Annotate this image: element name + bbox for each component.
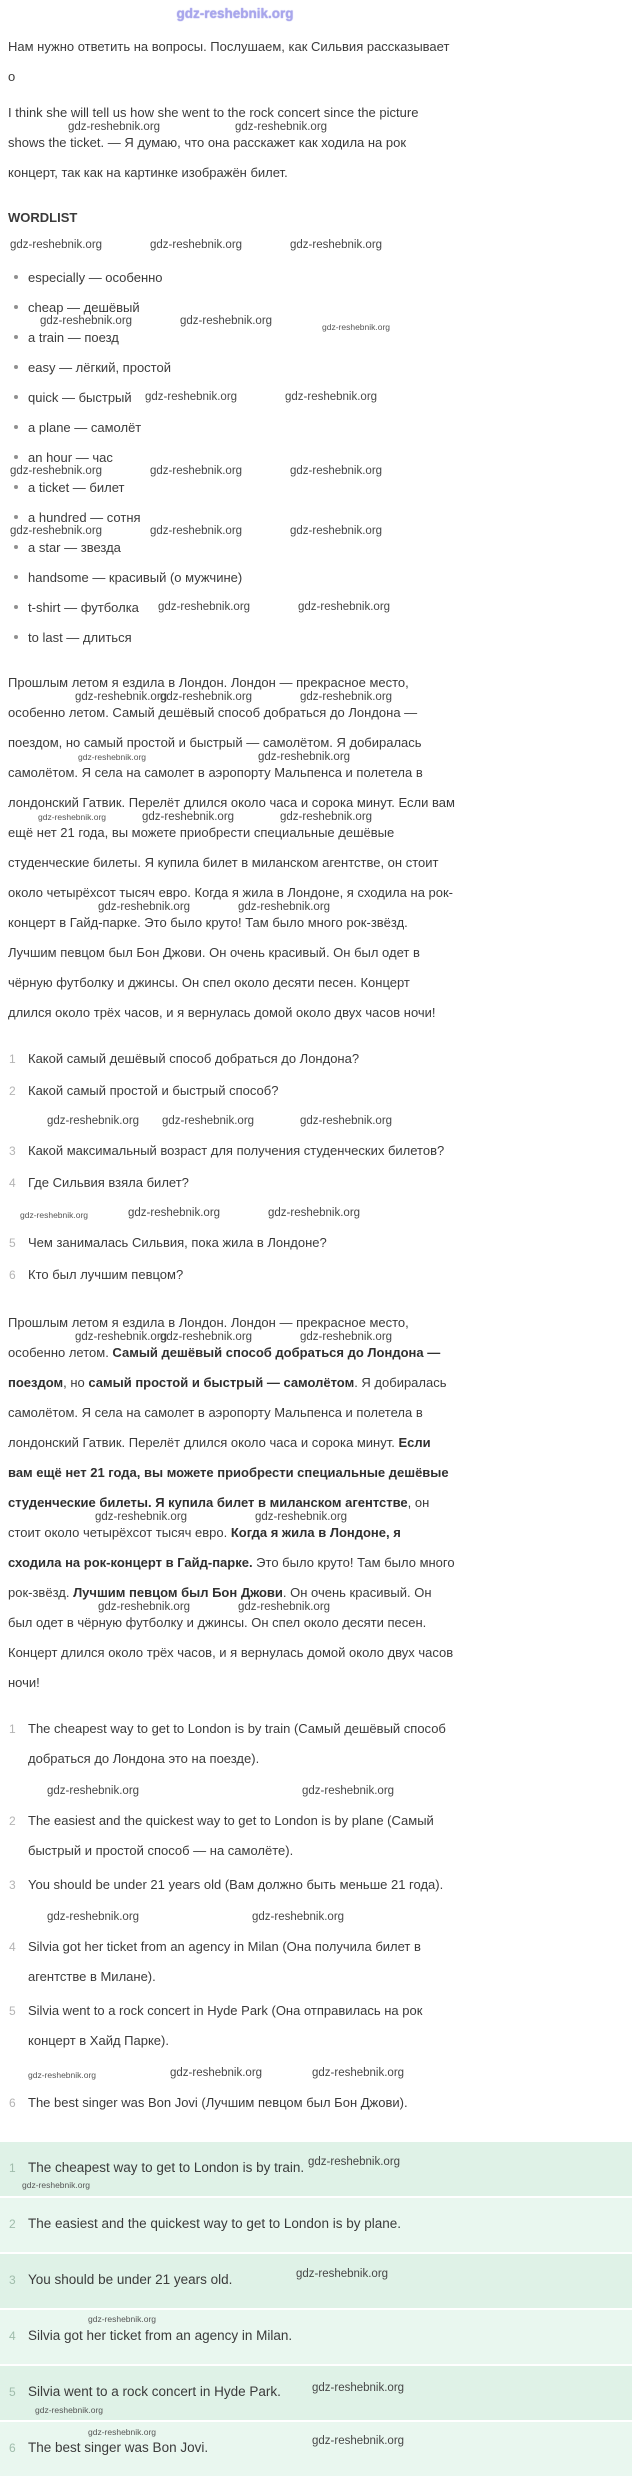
wordlist-item <box>0 412 456 442</box>
item-number: 1 <box>9 1722 16 1736</box>
item-number: 5 <box>9 2004 16 2018</box>
question <box>0 1136 448 1166</box>
watermark: gdz-reshebnik.org <box>150 525 243 537</box>
answer-text: The cheapest way to get to London is by train (Самый дешёвый способ добраться до Лондона это на поезде). <box>28 1721 446 1766</box>
watermark: gdz-reshebnik.org <box>252 1911 345 1923</box>
watermark: gdz-reshebnik.org <box>280 811 373 823</box>
answer <box>0 1932 448 1992</box>
bullet-icon <box>14 635 18 639</box>
bullet-icon <box>14 515 18 519</box>
watermark: gdz-reshebnik.org <box>255 1511 348 1523</box>
answer-text: Silvia got her ticket from an agency in Milan (Она получила билет в агентстве в Милане). <box>28 1939 421 1984</box>
story-translation <box>0 668 456 1028</box>
site-watermark: gdz-reshebnik.org <box>176 6 294 21</box>
watermark: gdz-reshebnik.org <box>10 465 103 477</box>
bullet-icon <box>14 335 18 339</box>
answer-text: The best singer was Bon Jovi (Лучшим певцом был Бон Джови). <box>28 2095 408 2110</box>
watermark: gdz-reshebnik.org <box>28 2070 97 2080</box>
watermark: gdz-reshebnik.org <box>98 1601 191 1613</box>
answer-text: Silvia went to a rock concert in Hyde Park (Она отправилась на рок концерт в Хайд Парке). <box>28 2003 423 2048</box>
wordlist-item <box>0 622 456 652</box>
bullet-icon <box>14 425 18 429</box>
story-fragment: . Он очень красивый. Он был одет в чёрную футболку и джинсы. Он спел около десяти песен. Концерт длился около трёх часов, и я вернулась домой около двух часов ночи! <box>8 1585 454 1690</box>
question <box>0 1168 448 1198</box>
final-answer-text: The best singer was Bon Jovi. <box>28 2440 209 2455</box>
wordlist-item-text: a train — поезд <box>28 329 119 345</box>
question-text: Где Сильвия взяла билет? <box>28 1175 189 1190</box>
watermark: gdz-reshebnik.org <box>150 239 243 251</box>
watermark: gdz-reshebnik.org <box>10 525 103 537</box>
watermark: gdz-reshebnik.org <box>22 2180 91 2190</box>
pupil-answer-text: I think she will tell us how she went to the rock concert since the picture shows the ticket. — Я думаю, что она расскажет как ходила на рок концерт, так как на картинке изображён билет. <box>8 105 419 180</box>
questions-list <box>0 1044 448 1292</box>
wordlist-item-text: a star — звезда <box>28 539 121 555</box>
watermark: gdz-reshebnik.org <box>285 391 378 403</box>
watermark: gdz-reshebnik.org <box>322 322 391 332</box>
watermark: gdz-reshebnik.org <box>290 239 383 251</box>
watermark-row <box>0 1778 448 1806</box>
story-bold-fragment: Если вам ещё нет 21 года, вы можете приобрести специальные дешёвые студенческие билеты. Я купила билет в миланском агентстве <box>8 1435 449 1510</box>
story-fragment: , но <box>63 1375 89 1390</box>
wordlist-item-text: an hour — час <box>28 449 113 465</box>
watermark: gdz-reshebnik.org <box>47 1115 140 1127</box>
watermark: gdz-reshebnik.org <box>312 2435 405 2447</box>
watermark: gdz-reshebnik.org <box>160 1331 253 1343</box>
watermark: gdz-reshebnik.org <box>35 2405 104 2415</box>
final-answer <box>0 2422 632 2478</box>
story-bold-fragment: самый простой и быстрый — самолётом <box>88 1375 355 1390</box>
story-bold-fragment: Лучшим певцом был Бон Джови <box>73 1585 283 1600</box>
watermark: gdz-reshebnik.org <box>158 601 251 613</box>
story-fragment: , он стоит около четырёхсот тысяч евро. <box>8 1495 430 1540</box>
item-number: 3 <box>9 1878 16 1892</box>
bullet-icon <box>14 485 18 489</box>
item-number: 2 <box>9 1814 16 1828</box>
task-description: Нам нужно ответить на вопросы. Послушаем, как Сильвия рассказывает о <box>8 39 450 84</box>
watermark-row <box>0 1200 448 1228</box>
final-answer <box>0 2254 632 2310</box>
watermark: gdz-reshebnik.org <box>298 601 391 613</box>
wordlist-item-text: cheap — дешёвый <box>28 299 140 315</box>
story-fragment: . Я добиралась самолётом. Я села на самолет в аэропорту Мальпенса и полетела в лондонский Гатвик. Перелёт длился около часа и сорока минут. <box>8 1375 447 1450</box>
item-number: 5 <box>9 1236 16 1250</box>
watermark: gdz-reshebnik.org <box>162 1115 255 1127</box>
item-number: 1 <box>9 1052 16 1066</box>
watermark: gdz-reshebnik.org <box>20 1210 89 1220</box>
watermark: gdz-reshebnik.org <box>98 901 191 913</box>
bullet-icon <box>14 455 18 459</box>
question <box>0 1044 448 1074</box>
answer-text: The easiest and the quickest way to get to London is by plane (Самый быстрый и простой способ — на самолёте). <box>28 1813 434 1858</box>
watermark: gdz-reshebnik.org <box>40 315 133 327</box>
watermark: gdz-reshebnik.org <box>47 1785 140 1797</box>
story-fragment: Прошлым летом я ездила в Лондон. Лондон — прекрасное место, особенно летом. <box>8 1315 409 1360</box>
watermark: gdz-reshebnik.org <box>258 751 351 763</box>
wordlist-item-text: t-shirt — футболка <box>28 599 139 615</box>
final-answer-text: Silvia went to a rock concert in Hyde Park. <box>28 2384 281 2399</box>
watermark: gdz-reshebnik.org <box>95 1511 188 1523</box>
wordlist-item <box>0 352 456 382</box>
wordlist-item-text: easy — лёгкий, простой <box>28 359 171 375</box>
watermark: gdz-reshebnik.org <box>290 525 383 537</box>
wordlist <box>0 262 456 652</box>
item-number: 6 <box>9 2096 16 2110</box>
story-translation-highlighted <box>0 1308 456 1698</box>
watermark: gdz-reshebnik.org <box>47 1911 140 1923</box>
final-answers-section <box>0 2142 632 2478</box>
watermark-row <box>0 232 632 260</box>
watermark-row <box>0 1108 448 1136</box>
item-number: 6 <box>9 1268 16 1282</box>
answers-list <box>0 1714 448 2122</box>
answer-text: You should be under 21 years old (Вам должно быть меньше 21 года). <box>28 1877 444 1892</box>
question <box>0 1076 448 1106</box>
watermark: gdz-reshebnik.org <box>300 1115 393 1127</box>
question-text: Кто был лучшим певцом? <box>28 1267 184 1282</box>
wordlist-item-text: to last — длиться <box>28 629 132 645</box>
question-text: Чем занималась Сильвия, пока жила в Лондоне? <box>28 1235 327 1250</box>
wordlist-title: WORDLIST <box>8 210 78 225</box>
answer <box>0 2088 448 2118</box>
final-answer-text: The easiest and the quickest way to get to London is by plane. <box>28 2216 401 2231</box>
story-bold-fragment: Когда я жила в Лондоне, я сходила на рок-концерт в Гайд-парке. <box>8 1525 401 1570</box>
watermark: gdz-reshebnik.org <box>128 1207 221 1219</box>
story-bold-fragment: Самый дешёвый способ добраться до Лондона — поездом <box>8 1345 441 1390</box>
answer <box>0 1714 448 1774</box>
wordlist-item <box>0 562 456 592</box>
answer <box>0 1996 448 2056</box>
bullet-icon <box>14 305 18 309</box>
watermark: gdz-reshebnik.org <box>150 465 243 477</box>
final-answer-text: You should be under 21 years old. <box>28 2272 233 2287</box>
item-number: 4 <box>9 1940 16 1954</box>
watermark: gdz-reshebnik.org <box>300 691 393 703</box>
watermark: gdz-reshebnik.org <box>235 121 328 133</box>
bullet-icon <box>14 545 18 549</box>
item-number: 2 <box>9 2217 16 2231</box>
watermark: gdz-reshebnik.org <box>308 2156 401 2168</box>
question-text: Какой самый дешёвый способ добраться до Лондона? <box>28 1051 360 1066</box>
item-number: 3 <box>9 2273 16 2287</box>
story-translation-text: Прошлым летом я ездила в Лондон. Лондон — прекрасное место, особенно летом. Самый дешёвый способ добраться до Лондона — поездом, но самый простой и быстрый — самолётом. Я добиралась самолётом. Я села на самолет в аэропорту Мальпенса и полетела в лондонский Гатвик. Перелёт длился около часа и сорока минут. Если вам ещё нет 21 года, вы можете приобрести специальные дешёвые студенческие билеты. Я купила билет в миланском агентстве, он стоит около четырёхсот тысяч евро. Когда я жила в Лондоне, я сходила на рок-концерт в Гайд-парке. Это было круто! Там было много рок-звёзд. Лучшим певцом был Бон Джови. Он очень красивый. Он был одет в чёрную футболку и джинсы. Он спел около десяти песен. Концерт длился около трёх часов, и я вернулась домой около двух часов ночи! <box>8 675 455 1020</box>
watermark: gdz-reshebnik.org <box>160 691 253 703</box>
watermark: gdz-reshebnik.org <box>38 812 107 822</box>
wordlist-item-text: a ticket — билет <box>28 479 125 495</box>
watermark: gdz-reshebnik.org <box>312 2382 405 2394</box>
final-answer <box>0 2198 632 2254</box>
question-text: Какой самый простой и быстрый способ? <box>28 1083 279 1098</box>
bullet-icon <box>14 575 18 579</box>
answer <box>0 1870 448 1900</box>
answer <box>0 1806 448 1866</box>
watermark-row <box>0 2060 448 2088</box>
final-answer <box>0 2310 632 2366</box>
item-number: 1 <box>9 2161 16 2175</box>
watermark: gdz-reshebnik.org <box>145 391 238 403</box>
watermark: gdz-reshebnik.org <box>10 239 103 251</box>
watermark: gdz-reshebnik.org <box>300 1331 393 1343</box>
watermark: gdz-reshebnik.org <box>170 2067 263 2079</box>
final-answer-text: The cheapest way to get to London is by train. <box>28 2160 305 2175</box>
watermark: gdz-reshebnik.org <box>75 691 168 703</box>
bullet-icon <box>14 365 18 369</box>
watermark: gdz-reshebnik.org <box>268 1207 361 1219</box>
watermark: gdz-reshebnik.org <box>180 315 273 327</box>
bullet-icon <box>14 605 18 609</box>
watermark: gdz-reshebnik.org <box>88 2314 157 2324</box>
item-number: 2 <box>9 1084 16 1098</box>
watermark: gdz-reshebnik.org <box>78 752 147 762</box>
item-number: 3 <box>9 1144 16 1158</box>
final-answer <box>0 2366 632 2422</box>
item-number: 5 <box>9 2385 16 2399</box>
final-answer-text: Silvia got her ticket from an agency in Milan. <box>28 2328 293 2343</box>
watermark: gdz-reshebnik.org <box>302 1785 395 1797</box>
wordlist-item-text: a hundred — сотня <box>28 509 141 525</box>
final-answer <box>0 2142 632 2198</box>
question <box>0 1228 448 1258</box>
item-number: 6 <box>9 2441 16 2455</box>
bullet-icon <box>14 275 18 279</box>
bullet-icon <box>14 395 18 399</box>
wordlist-item-text: a plane — самолёт <box>28 419 142 435</box>
watermark: gdz-reshebnik.org <box>296 2268 389 2280</box>
watermark: gdz-reshebnik.org <box>238 901 331 913</box>
wordlist-item <box>0 262 456 292</box>
watermark-row <box>0 1904 448 1932</box>
pupil-answer-paragraph <box>0 98 456 188</box>
watermark: gdz-reshebnik.org <box>238 1601 331 1613</box>
watermark: gdz-reshebnik.org <box>290 465 383 477</box>
wordlist-item-text: quick — быстрый <box>28 389 132 405</box>
watermark: gdz-reshebnik.org <box>142 811 235 823</box>
item-number: 4 <box>9 1176 16 1190</box>
question-text: Какой максимальный возраст для получения студенческих билетов? <box>28 1143 445 1158</box>
story-fragment: Это было круто! Там было много рок-звёзд. <box>8 1555 455 1600</box>
watermark: gdz-reshebnik.org <box>68 121 161 133</box>
wordlist-item-text: especially — особенно <box>28 269 163 285</box>
wordlist-item-text: handsome — красивый (о мужчине) <box>28 569 243 585</box>
item-number: 4 <box>9 2329 16 2343</box>
watermark: gdz-reshebnik.org <box>312 2067 405 2079</box>
watermark: gdz-reshebnik.org <box>75 1331 168 1343</box>
question <box>0 1260 448 1290</box>
watermark: gdz-reshebnik.org <box>88 2427 157 2437</box>
